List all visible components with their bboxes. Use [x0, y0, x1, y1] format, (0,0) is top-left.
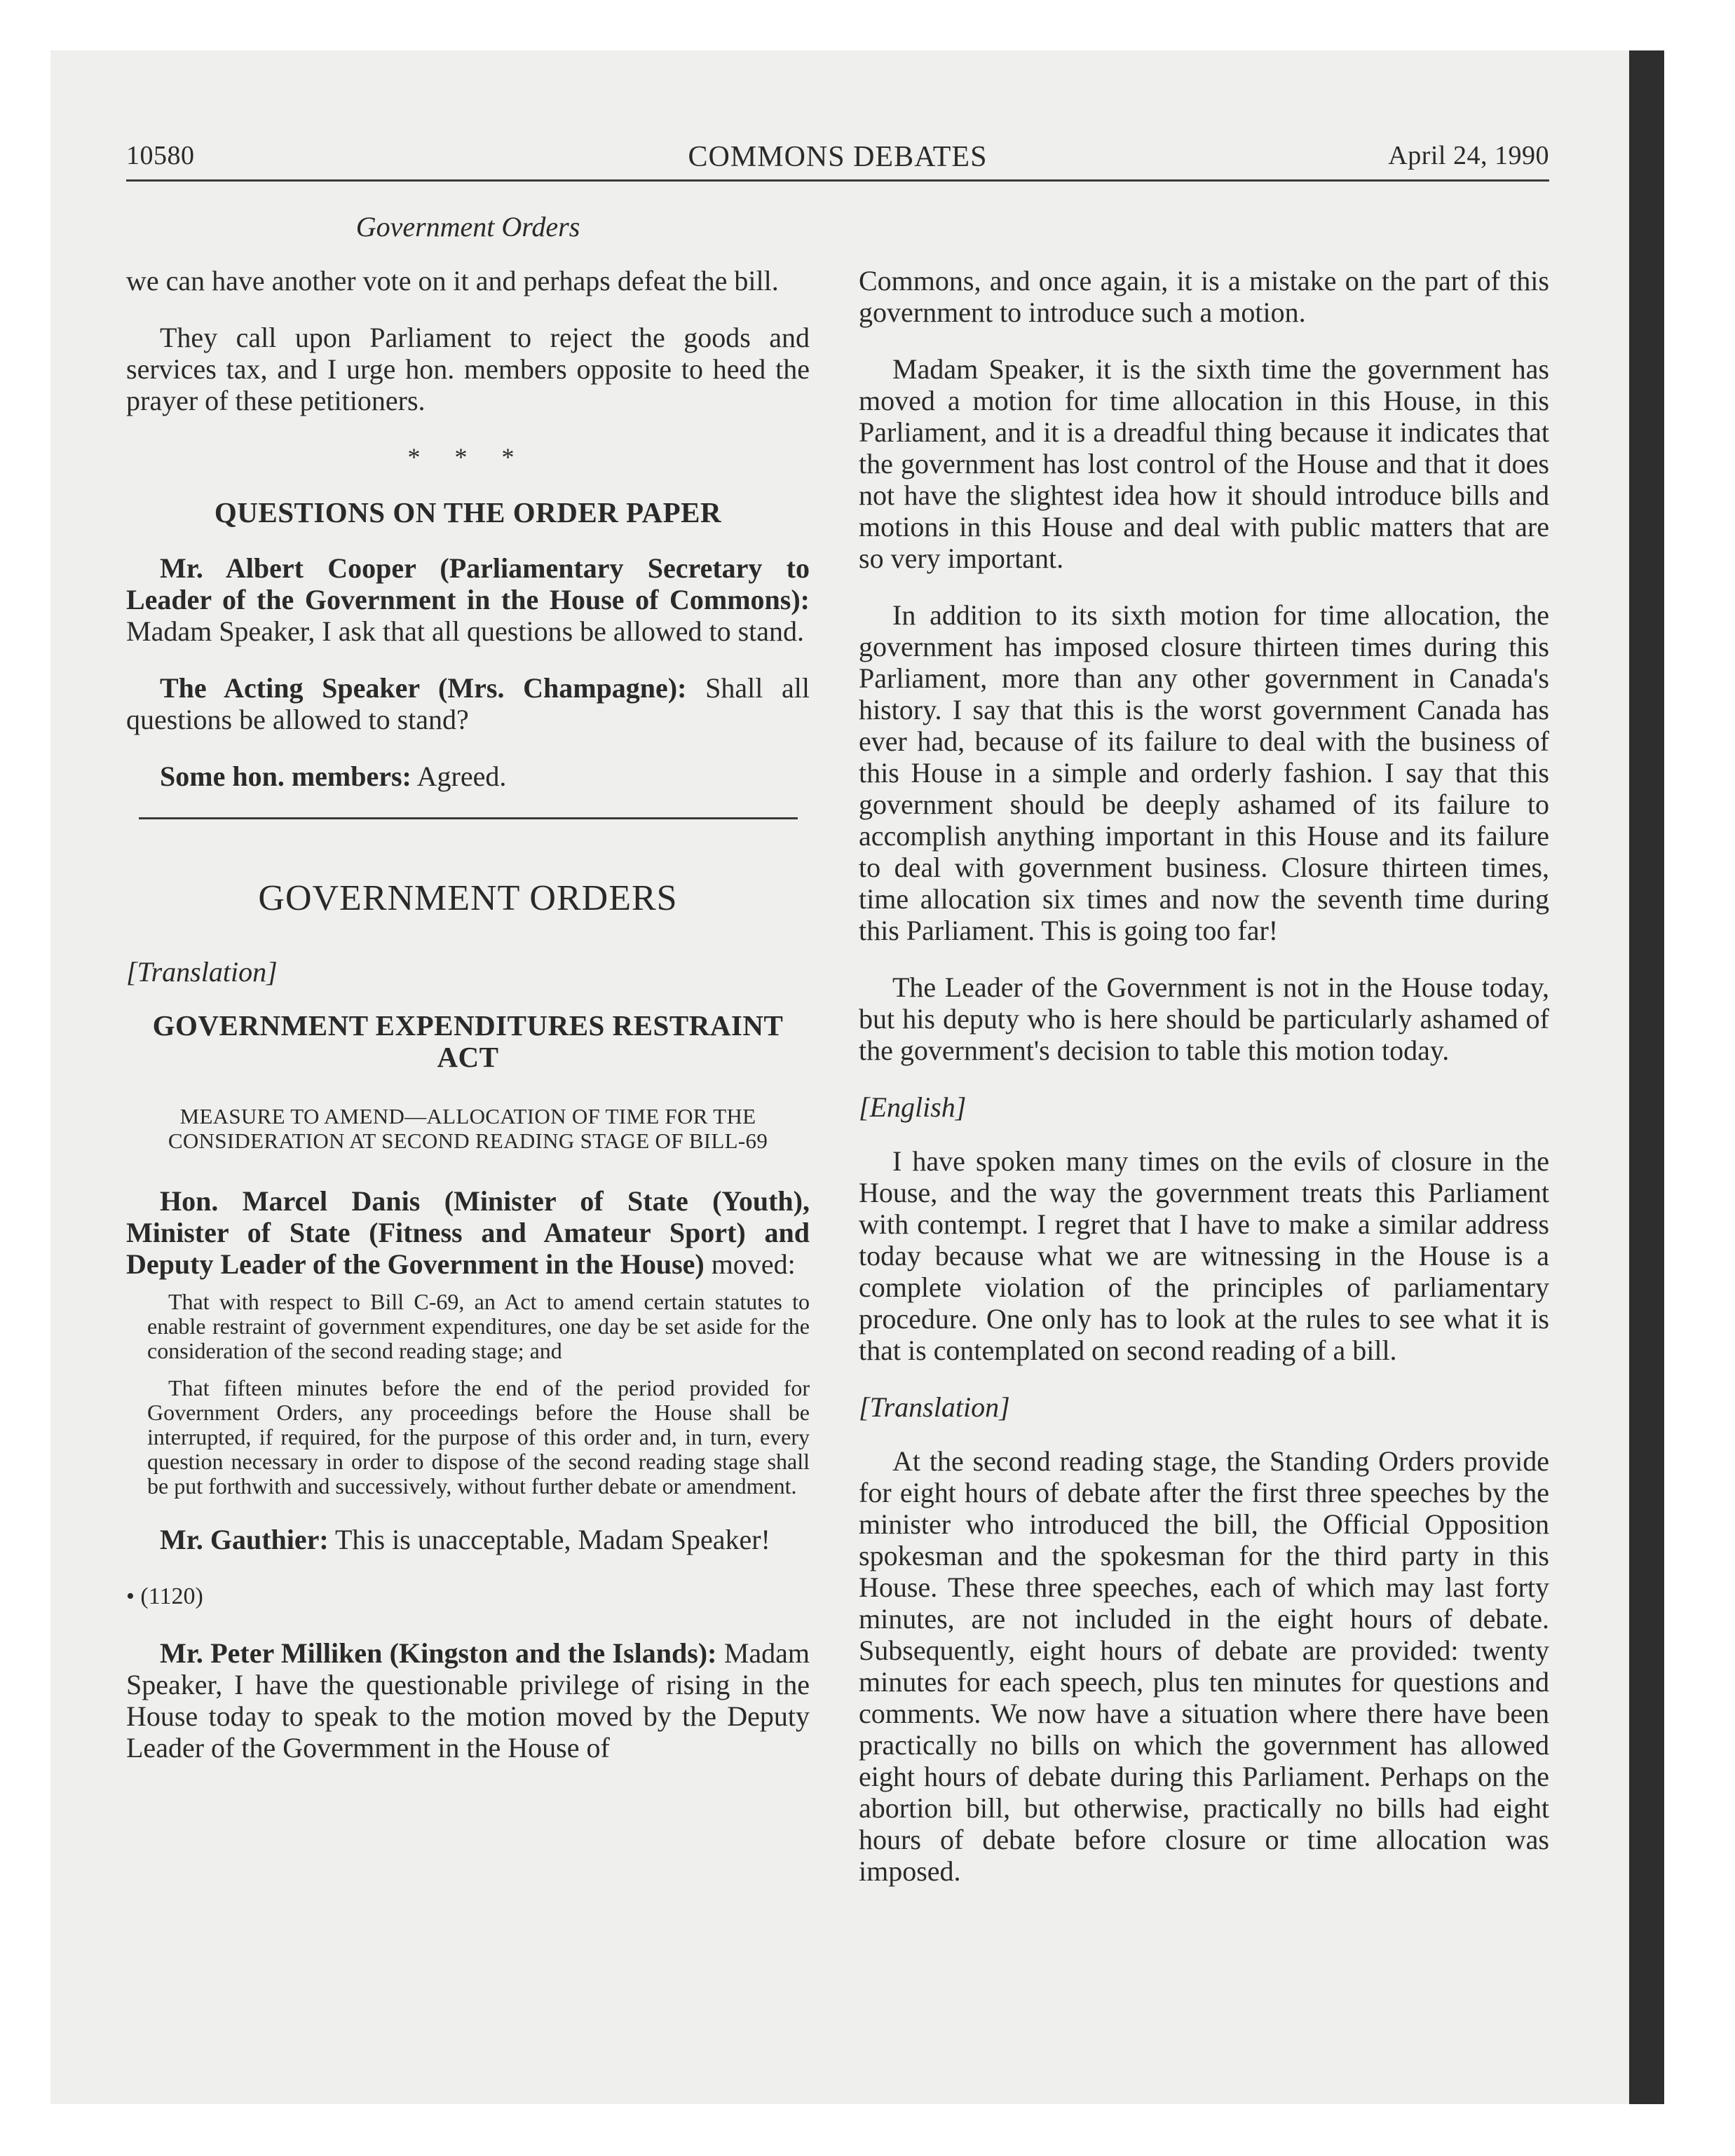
english-label: [English] — [859, 1091, 967, 1123]
left-column — [126, 265, 810, 1789]
right-column — [859, 265, 1549, 1912]
speech-text: Madam Speaker, I ask that all questions be allowed to stand. — [126, 615, 805, 647]
scan-edge-bar — [1629, 50, 1664, 2104]
paragraph: The Leader of the Government is not in the House today, but his deputy who is here should be particularly ashamed of the government's decision to table this motion today. — [859, 971, 1549, 1066]
heading-government-orders: GOVERNMENT ORDERS — [258, 878, 678, 918]
translation-label: [Translation] — [859, 1391, 1010, 1423]
page-date: April 24, 1990 — [1388, 141, 1549, 170]
speech-text: This is unacceptable, Madam Speaker! — [334, 1524, 770, 1555]
motion-text: That fifteen minutes before the end of the period provided for Government Orders, any proceedings before the House shall be interrupted, if required, for the purpose of this order and, in turn, every question necessary in order to dispose of the second reading stage shall be put forthwith and successively, without further debate or amendment. — [147, 1375, 810, 1499]
measure-title: MEASURE TO AMEND—ALLOCATION OF TIME FOR THE CONSIDERATION AT SECOND READING STAGE OF BILL-69 — [168, 1104, 768, 1153]
paragraph: At the second reading stage, the Standing Orders provide for eight hours of debate after the first three speeches by the minister who introduced the bill, the Official Opposition spokesman and the spokesman for the third party in this House. These three speeches, each of which may last forty minutes, are not included in the eight hours of debate. Subsequently, eight hours of debate are provided: twenty minutes for each speech, plus ten minutes for questions and comments. We now have a situation where there have been practically no bills on which the government has allowed eight hours of debate during this Parliament. Perhaps on the abortion bill, but otherwise, practically no bills had eight hours of debate before closure or time allocation was imposed. — [859, 1445, 1549, 1887]
section-running-title: Government Orders — [355, 211, 580, 243]
speech-milliken — [126, 1637, 810, 1763]
paragraph: we can have another vote on it and perhaps defeat the bill. — [126, 265, 779, 296]
paragraph: I have spoken many times on the evils of closure in the House, and the way the government treats this Parliament with contempt. I regret that I have to make a similar address today because what we are witnessing in the House is a complete violation of the principles of parliamentary procedure. One only has to look at the rules to see what it is that is contemplated on second reading of a bill. — [859, 1145, 1549, 1366]
speaker-name: Mr. Peter Milliken (Kingston and the Islands): — [160, 1637, 717, 1669]
paragraph: They call upon Parliament to reject the goods and services tax, and I urge hon. members opposite to heed the prayer of these petitioners. — [126, 322, 810, 416]
heading-questions-order-paper: QUESTIONS ON THE ORDER PAPER — [214, 496, 722, 528]
speaker-name: The Acting Speaker (Mrs. Champagne): — [160, 672, 687, 704]
running-head — [126, 137, 1549, 182]
speech-danis — [126, 1185, 810, 1280]
speech-text: Shall all questions be allowed to stand? — [126, 672, 810, 735]
publication-title: COMMONS DEBATES — [688, 141, 988, 173]
speaker-name: Some hon. members: — [160, 760, 411, 792]
paragraph: Madam Speaker, it is the sixth time the government has moved a motion for time allocation in this House, in this Parliament, and it is a dreadful thing because it indicates that the government has lost control of the House and that it does not have the slightest idea how it should introduce bills and motions in this House and deal with public matters that are so very important. — [859, 353, 1549, 574]
speaker-name: Mr. Albert Cooper (Parliamentary Secretary to Leader of the Government in the House of Commons): — [126, 552, 810, 615]
paragraph: In addition to its sixth motion for time allocation, the government has imposed closure thirteen times during this Parliament, more than any other government in Canada's history. I say that this is the worst government Canada has ever had, because of its failure to deal with the business of this House in a simple and orderly fashion. I say that this government should be deeply ashamed of its failure to accomplish anything important in this House and its failure to deal with government business. Closure thirteen times, time allocation six times and now the seventh time during this Parliament. This is going too far! — [859, 599, 1549, 946]
speech-some-members — [126, 760, 810, 792]
speaker-name: Hon. Marcel Danis (Minister of State (Youth), Minister of State (Fitness and Amateur Sport) and Deputy Leader of the Government in the House) — [126, 1185, 810, 1280]
page-number: 10580 — [126, 141, 195, 170]
speech-text: Madam Speaker, I have the questionable privilege of rising in the House today to speak to the motion moved by the Deputy Leader of the Govermment in the House of — [126, 1637, 810, 1763]
section-separator-asterisks: * * * — [407, 443, 529, 471]
heading-expenditures-restraint-act: GOVERNMENT EXPENDITURES RESTRAINT ACT — [152, 1009, 784, 1073]
time-stamp: • (1120) — [126, 1583, 203, 1609]
speech-gauthier — [126, 1524, 810, 1555]
speech-acting-speaker — [126, 672, 810, 735]
speaker-name: Mr. Gauthier: — [160, 1524, 329, 1555]
speech-text: moved: — [711, 1248, 796, 1280]
paragraph: Commons, and once again, it is a mistake on the part of this government to introduce such a motion. — [859, 265, 1549, 328]
speech-cooper — [126, 552, 810, 647]
translation-label: [Translation] — [126, 956, 278, 988]
speech-text: Agreed. — [416, 760, 507, 792]
motion-text: That with respect to Bill C-69, an Act to amend certain statutes to enable restraint of government expenditures, one day be set aside for the consideration of the second reading stage; and — [147, 1289, 810, 1363]
section-divider-rule — [139, 817, 798, 819]
